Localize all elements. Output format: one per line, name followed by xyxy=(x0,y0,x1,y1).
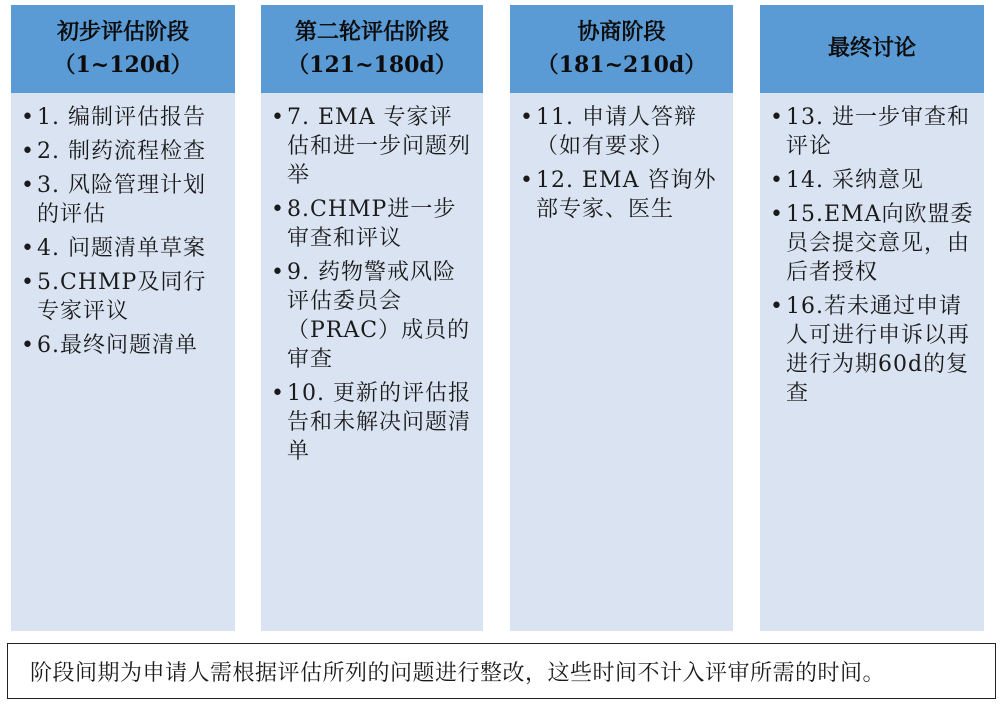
footnote-text: 阶段间期为申请人需根据评估所列的问题进行整改，这些时间不计入评审所需的时间。 xyxy=(30,660,886,686)
bullet: • xyxy=(520,105,534,130)
stage-column-initial-assessment xyxy=(11,5,235,631)
stage-title: 最终讨论 xyxy=(827,36,916,61)
list-item: • 3. 风险管理计划的评估 xyxy=(21,173,206,227)
list-item: • 4. 问题清单草案 xyxy=(21,236,206,261)
bullet: • xyxy=(520,168,534,193)
bullet: • xyxy=(770,168,784,193)
stage-period: （121~180d） xyxy=(287,52,457,78)
list-item: • 12. EMA 咨询外部专家、医生 xyxy=(520,168,717,222)
bullet: • xyxy=(21,270,35,295)
list-item: • 9. 药物警戒风险评估委员会（PRAC）成员的审查 xyxy=(271,260,471,372)
stage-title: 协商阶段 xyxy=(577,20,666,45)
bullet: • xyxy=(21,333,35,358)
bullet: • xyxy=(770,105,784,130)
list-item: • 16.若未通过申请人可进行申诉以再进行为期60d的复查 xyxy=(770,294,971,406)
stage-body xyxy=(261,93,483,631)
list-item: • 5.CHMP及同行专家评议 xyxy=(21,270,207,324)
list-item: • 2. 制药流程检查 xyxy=(21,139,206,164)
bullet: • xyxy=(21,139,35,164)
stage-period: （1~120d） xyxy=(53,52,193,78)
list-item: • 13. 进一步审查和评论 xyxy=(770,105,970,159)
stage-header xyxy=(760,5,984,93)
stage-period: （181~210d） xyxy=(536,52,707,78)
list-item: • 8.CHMP进一步审查和评议 xyxy=(271,197,457,251)
stage-header xyxy=(261,5,483,93)
bullet: • xyxy=(271,105,285,130)
bullet: • xyxy=(271,197,285,222)
stage-column-second-round xyxy=(261,5,483,631)
list-item: • 15.EMA向欧盟委员会提交意见，由后者授权 xyxy=(770,202,974,285)
list-item: • 1. 编制评估报告 xyxy=(21,105,206,130)
stage-column-consultation xyxy=(510,5,733,631)
bullet: • xyxy=(271,381,285,406)
stage-header xyxy=(510,5,733,93)
bullet: • xyxy=(21,236,35,261)
stage-title: 第二轮评估阶段 xyxy=(294,20,449,45)
stage-body xyxy=(510,93,733,631)
stage-body xyxy=(760,93,984,631)
bullet: • xyxy=(770,202,784,227)
stage-header xyxy=(11,5,235,93)
list-item: • 10. 更新的评估报告和未解决问题清单 xyxy=(271,381,472,464)
bullet: • xyxy=(271,260,285,285)
list-item: • 14. 采纳意见 xyxy=(770,168,924,193)
bullet: • xyxy=(21,173,35,198)
footnote-box xyxy=(7,643,996,699)
bullet: • xyxy=(21,105,35,130)
stage-column-final-discussion xyxy=(760,5,984,631)
list-item: • 7. EMA 专家评估和进一步问题列举 xyxy=(271,105,472,188)
list-item: • 6.最终问题清单 xyxy=(21,333,198,358)
stage-body xyxy=(11,93,235,631)
bullet: • xyxy=(770,294,784,319)
stage-title: 初步评估阶段 xyxy=(56,20,189,45)
list-item: • 11. 申请人答辩（如有要求） xyxy=(520,105,697,159)
